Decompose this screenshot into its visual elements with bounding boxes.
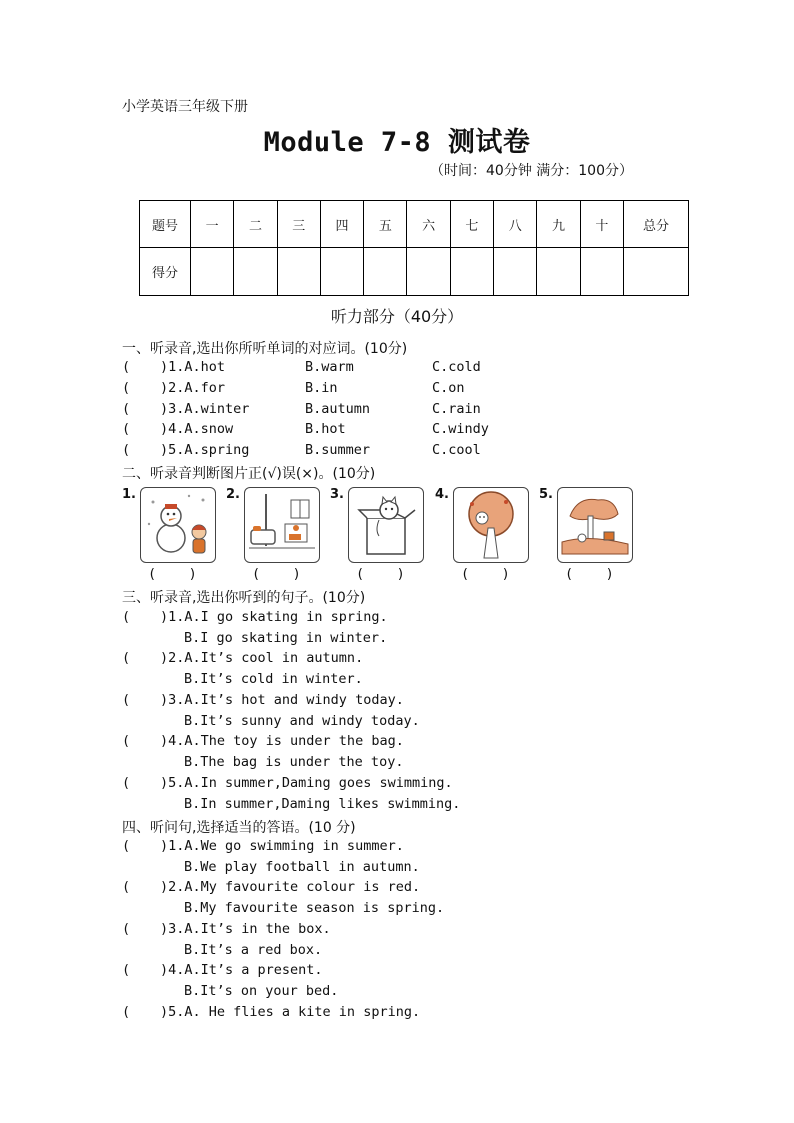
option-c: C.cold <box>432 359 481 375</box>
option-b: B.in <box>305 380 338 396</box>
picture-number: 4. <box>435 487 449 502</box>
section1-title: 一、听录音,选出你所听单词的对应词。(10分) <box>122 341 408 357</box>
option-c: C.rain <box>432 401 481 417</box>
score-input-cell[interactable] <box>277 248 320 296</box>
snowman-picture <box>140 487 216 563</box>
score-header-cell: 四 <box>320 201 363 248</box>
open-paren: ( <box>122 650 131 666</box>
score-table-header-row <box>140 201 689 248</box>
score-input-cell[interactable] <box>624 248 689 296</box>
option-a: )3.A.winter <box>160 401 250 417</box>
option-a: )5.A. He flies a kite in spring. <box>160 1004 421 1020</box>
score-label-cell: 得分 <box>140 248 191 296</box>
score-header-cell: 三 <box>277 201 320 248</box>
option-b: B.It’s sunny and windy today. <box>184 713 420 729</box>
option-b: B.It’s cold in winter. <box>184 671 363 687</box>
time-info: （时间：40分钟 满分：100分） <box>430 163 633 179</box>
picture-number: 1. <box>122 487 136 502</box>
section4-title: 四、听问句,选择适当的答语。(10 分) <box>122 820 356 836</box>
option-b: B.It’s on your bed. <box>184 983 339 999</box>
option-b: B.We play football in autumn. <box>184 859 420 875</box>
open-paren: ( <box>122 421 131 437</box>
open-paren: ( <box>122 962 131 978</box>
open-paren: ( <box>122 609 131 625</box>
section2-title: 二、听录音判断图片正(√)误(×)。(10分) <box>122 466 376 482</box>
open-paren: ( <box>122 442 131 458</box>
score-input-cell[interactable] <box>407 248 450 296</box>
option-c: C.windy <box>432 421 489 437</box>
bedroom-picture <box>244 487 320 563</box>
open-paren: ( <box>122 879 131 895</box>
option-b: B.My favourite season is spring. <box>184 900 445 916</box>
autumn-tree-picture <box>453 487 529 563</box>
option-a: )2.A.My favourite colour is red. <box>160 879 421 895</box>
option-a: )2.A.for <box>160 380 226 396</box>
score-input-cell[interactable] <box>450 248 493 296</box>
option-b: B.summer <box>305 442 371 458</box>
score-table <box>139 200 689 296</box>
open-paren: ( <box>122 692 131 708</box>
option-a: )3.A.It’s in the box. <box>160 921 331 937</box>
score-header-cell: 六 <box>407 201 450 248</box>
answer-blank[interactable]: ( ) <box>356 566 405 582</box>
score-input-cell[interactable] <box>364 248 407 296</box>
score-input-cell[interactable] <box>580 248 623 296</box>
option-a: )3.A.It’s hot and windy today. <box>160 692 404 708</box>
score-header-cell: 十 <box>580 201 623 248</box>
cat-box-picture <box>348 487 424 563</box>
score-input-cell[interactable] <box>234 248 277 296</box>
option-c: C.cool <box>432 442 481 458</box>
listening-section-title: 听力部分（40分） <box>330 307 464 326</box>
option-b: B.In summer,Daming likes swimming. <box>184 796 461 812</box>
section3-title: 三、听录音,选出你听到的句子。(10分) <box>122 590 366 606</box>
score-header-cell: 题号 <box>140 201 191 248</box>
score-header-cell: 八 <box>494 201 537 248</box>
option-b: B.warm <box>305 359 354 375</box>
picture-number: 2. <box>226 487 240 502</box>
open-paren: ( <box>122 921 131 937</box>
option-a: )1.A.We go swimming in summer. <box>160 838 404 854</box>
page-title: Module 7-8 测试卷 <box>263 127 531 158</box>
garden-picture <box>557 487 633 563</box>
option-b: B.The bag is under the toy. <box>184 754 404 770</box>
option-a: )4.A.It’s a present. <box>160 962 323 978</box>
score-input-cell[interactable] <box>537 248 580 296</box>
option-a: )5.A.In summer,Daming goes swimming. <box>160 775 453 791</box>
score-header-cell: 七 <box>450 201 493 248</box>
score-input-cell[interactable] <box>320 248 363 296</box>
option-c: C.on <box>432 380 465 396</box>
option-a: )1.A.hot <box>160 359 226 375</box>
open-paren: ( <box>122 1004 131 1020</box>
score-header-cell: 总分 <box>624 201 689 248</box>
option-a: )4.A.The toy is under the bag. <box>160 733 404 749</box>
open-paren: ( <box>122 838 131 854</box>
picture-number: 3. <box>330 487 344 502</box>
open-paren: ( <box>122 359 131 375</box>
option-b: B.It’s a red box. <box>184 942 323 958</box>
grade-label: 小学英语三年级下册 <box>122 99 248 115</box>
answer-blank[interactable]: ( ) <box>461 566 510 582</box>
open-paren: ( <box>122 401 131 417</box>
option-a: )2.A.It’s cool in autumn. <box>160 650 364 666</box>
score-header-cell: 一 <box>191 201 234 248</box>
option-b: B.autumn <box>305 401 371 417</box>
option-a: )1.A.I go skating in spring. <box>160 609 388 625</box>
option-b: B.I go skating in winter. <box>184 630 388 646</box>
score-table-score-row <box>140 248 689 296</box>
option-a: )5.A.spring <box>160 442 250 458</box>
score-header-cell: 五 <box>364 201 407 248</box>
picture-number: 5. <box>539 487 553 502</box>
open-paren: ( <box>122 775 131 791</box>
score-header-cell: 二 <box>234 201 277 248</box>
answer-blank[interactable]: ( ) <box>148 566 197 582</box>
answer-blank[interactable]: ( ) <box>252 566 301 582</box>
score-input-cell[interactable] <box>494 248 537 296</box>
score-header-cell: 九 <box>537 201 580 248</box>
score-input-cell[interactable] <box>191 248 234 296</box>
option-a: )4.A.snow <box>160 421 234 437</box>
open-paren: ( <box>122 733 131 749</box>
option-b: B.hot <box>305 421 346 437</box>
open-paren: ( <box>122 380 131 396</box>
answer-blank[interactable]: ( ) <box>565 566 614 582</box>
